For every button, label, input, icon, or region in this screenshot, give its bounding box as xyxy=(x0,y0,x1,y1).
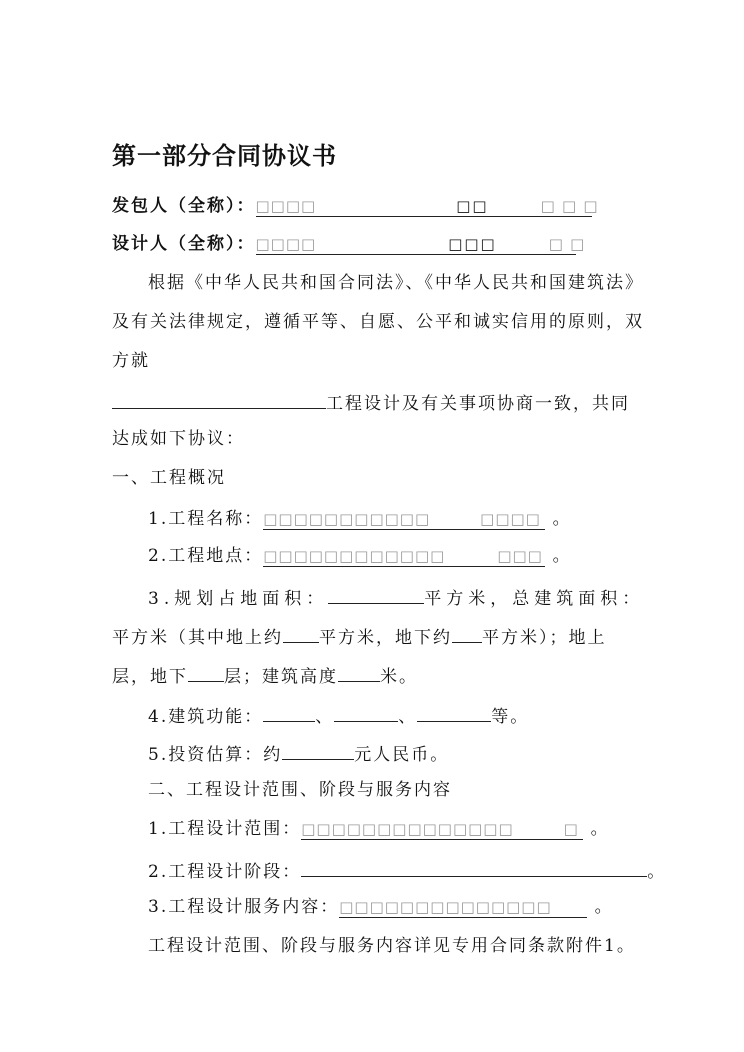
page-title: 第一部分合同协议书 xyxy=(112,141,337,170)
design-stage-field[interactable] xyxy=(301,856,647,877)
intro-line-4: 工程设计及有关事项协商一致，共同 xyxy=(112,388,630,416)
project-name-row: 1.工程名称：□□□□□□□□□□□ □□□□ 。 xyxy=(148,509,572,529)
area-row-1: 3.规划占地面积： 平方米，总建筑面积： xyxy=(148,583,644,611)
designer-row xyxy=(112,232,586,256)
above-ground-area-field[interactable] xyxy=(283,622,319,643)
design-stage-row: 2.工程设计阶段： 。 xyxy=(148,856,666,884)
employer-label: 发包人（全称）： xyxy=(112,196,256,216)
area-row-2: 平方米（其中地上约 平方米，地下约 平方米）；地上 xyxy=(112,622,607,650)
design-service-row: 3.工程设计服务内容：□□□□□□□□□□□□□□ 。 xyxy=(148,897,614,917)
project-site-field[interactable]: □□□□□□□□□□□□ □□□ xyxy=(263,546,545,567)
function-field-1[interactable] xyxy=(263,701,315,722)
intro-line-1: 根据《中华人民共和国合同法》、《中华人民共和国建筑法》 xyxy=(148,273,644,293)
intro-line-2: 及有关法律规定，遵循平等、自愿、公平和诚实信用的原则，双 xyxy=(112,312,644,332)
designer-field[interactable]: □□□□ □□□ □ □ xyxy=(255,235,586,253)
employer-field[interactable]: □□□□ □□ □ □ □ xyxy=(255,197,599,215)
function-field-2[interactable] xyxy=(334,701,398,722)
intro-line-3: 方就 xyxy=(112,351,150,371)
underground-floors-field[interactable] xyxy=(188,661,224,682)
section2-heading: 二、工程设计范围、阶段与服务内容 xyxy=(148,780,452,800)
scope-note: 工程设计范围、阶段与服务内容详见专用合同条款附件1。 xyxy=(148,936,636,956)
designer-label: 设计人（全称）： xyxy=(112,234,256,254)
design-scope-row: 1.工程设计范围：□□□□□□□□□□□□□□ □ 。 xyxy=(148,819,610,839)
area-row-3: 层，地下 层；建筑高度 米。 xyxy=(112,661,418,689)
design-scope-field[interactable]: □□□□□□□□□□□□□□ □ xyxy=(301,819,583,840)
project-site-row: 2.工程地点：□□□□□□□□□□□□ □□□ 。 xyxy=(148,546,572,566)
intro-line-5: 达成如下协议： xyxy=(112,429,245,449)
employer-row xyxy=(112,194,599,218)
underground-area-field[interactable] xyxy=(452,622,482,643)
design-service-field[interactable]: □□□□□□□□□□□□□□ xyxy=(339,897,587,918)
investment-row: 5.投资估算：约 元人民币。 xyxy=(148,739,449,767)
project-name-field[interactable]: □□□□□□□□□□□ □□□□ xyxy=(263,509,545,530)
investment-field[interactable] xyxy=(282,739,354,760)
section1-heading: 一、工程概况 xyxy=(112,468,226,488)
project-name-blank[interactable] xyxy=(112,388,326,409)
function-field-3[interactable] xyxy=(417,701,491,722)
function-row: 4.建筑功能： 、 、 等。 xyxy=(148,701,529,729)
building-height-field[interactable] xyxy=(338,661,380,682)
land-area-field[interactable] xyxy=(328,583,424,604)
